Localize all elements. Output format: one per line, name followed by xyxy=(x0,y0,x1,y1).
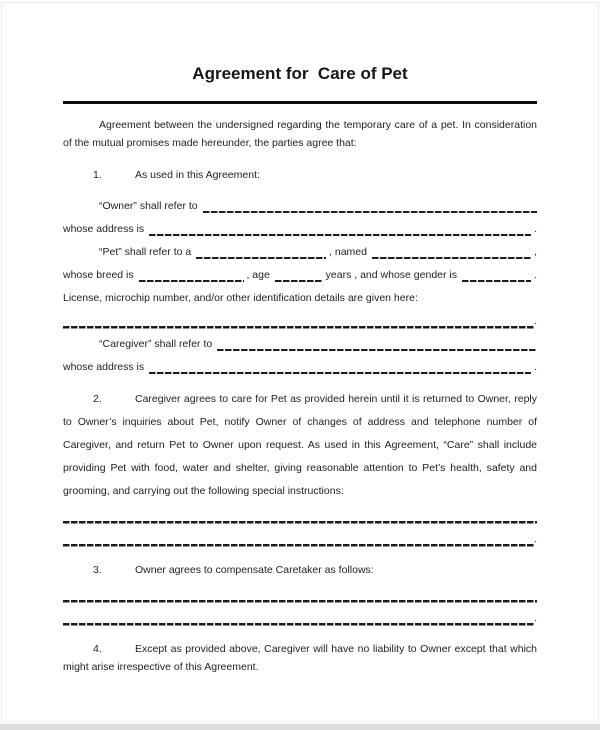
id-details-blank-row xyxy=(63,310,537,333)
id-details-blank[interactable] xyxy=(63,310,534,333)
document-title: Agreement for Care of Pet xyxy=(192,64,408,83)
owner-address-period: . xyxy=(531,223,537,235)
clause2-number: 2. xyxy=(93,393,102,405)
clause3-heading-line xyxy=(63,559,537,582)
id-details-text: License, microchip number, and/or other identification details are given here: xyxy=(63,292,418,304)
clause3-text: Owner agrees to compensate Caretaker as follows: xyxy=(135,564,374,576)
pet-line-comma: , xyxy=(531,246,537,258)
owner-name-blank[interactable] xyxy=(203,195,537,218)
caregiver-name-blank[interactable] xyxy=(217,333,537,356)
breed-prefix: whose breed is xyxy=(63,269,137,281)
clause4-text: Except as provided above, Caregiver will have no liability to Owner except that which might arise irrespective of this Agreement. xyxy=(63,643,537,673)
compensation-blank-2[interactable] xyxy=(63,607,534,630)
compensation-blank-row-1 xyxy=(63,584,537,607)
clause1-heading: As used in this Agreement: xyxy=(135,169,260,181)
clause2-paragraph xyxy=(63,388,537,503)
instructions-blank-row-2 xyxy=(63,528,537,551)
clause2-text: Caregiver agrees to care for Pet as provided herein until it is returned to Owner, reply to Owner’s inquiries about Pet, notify Owner of changes of address and telephone number of Caregiver, and return Pet to Owner upon request. As used in this Agreement, “Care” shall include providing Pet with food, water and shelter, giving reasonable attention to Pet’s health, safety and grooming, and carrying out the following special instructions: xyxy=(63,393,537,497)
pet-detail-line xyxy=(63,264,537,287)
pet-refer-line xyxy=(63,241,537,264)
owner-address-prefix: whose address is xyxy=(63,223,148,235)
compensation-blank-1[interactable] xyxy=(63,584,537,607)
caregiver-address-prefix: whose address is xyxy=(63,361,148,373)
gender-period: . xyxy=(531,269,537,281)
compensation-blank-period: . xyxy=(534,612,537,624)
instructions-blank-row-1 xyxy=(63,505,537,528)
clause4-paragraph xyxy=(63,640,537,676)
clause1-heading-line xyxy=(63,164,537,187)
caregiver-address-period: . xyxy=(531,361,537,373)
id-blank-period: . xyxy=(534,315,537,327)
owner-address-line xyxy=(63,218,537,241)
age-label: , age xyxy=(243,269,273,281)
pet-refer-prefix: “Pet” shall refer to a xyxy=(99,246,195,258)
pet-name-blank[interactable] xyxy=(372,241,531,264)
intro-paragraph: Agreement between the undersigned regarding the temporary care of a pet. In consideration of the mutual promises made hereunder, the parties agree that: xyxy=(63,119,537,149)
instructions-blank-1[interactable] xyxy=(63,505,537,528)
owner-refer-prefix: “Owner” shall refer to xyxy=(99,200,201,212)
id-details-line xyxy=(63,287,537,310)
pet-type-blank[interactable] xyxy=(196,241,326,264)
clause4-number: 4. xyxy=(93,643,102,655)
title-rule xyxy=(63,101,537,104)
bottom-bar xyxy=(0,723,600,730)
instructions-blank-period: . xyxy=(534,533,537,545)
compensation-blank-row-2 xyxy=(63,607,537,630)
clause3-number: 3. xyxy=(93,564,102,576)
clause1-number: 1. xyxy=(93,169,102,181)
caregiver-address-blank[interactable] xyxy=(149,356,531,379)
instructions-blank-2[interactable] xyxy=(63,528,534,551)
pet-named-label: , named xyxy=(326,246,370,258)
owner-refer-line xyxy=(63,195,537,218)
gender-blank[interactable] xyxy=(462,264,531,287)
breed-blank[interactable] xyxy=(139,264,244,287)
owner-address-blank[interactable] xyxy=(149,218,531,241)
caregiver-address-line xyxy=(63,356,537,379)
caregiver-refer-line xyxy=(63,333,537,356)
years-gender-label: years , and whose gender is xyxy=(322,269,460,281)
age-blank[interactable] xyxy=(275,264,323,287)
caregiver-refer-prefix: “Caregiver” shall refer to xyxy=(99,338,216,350)
